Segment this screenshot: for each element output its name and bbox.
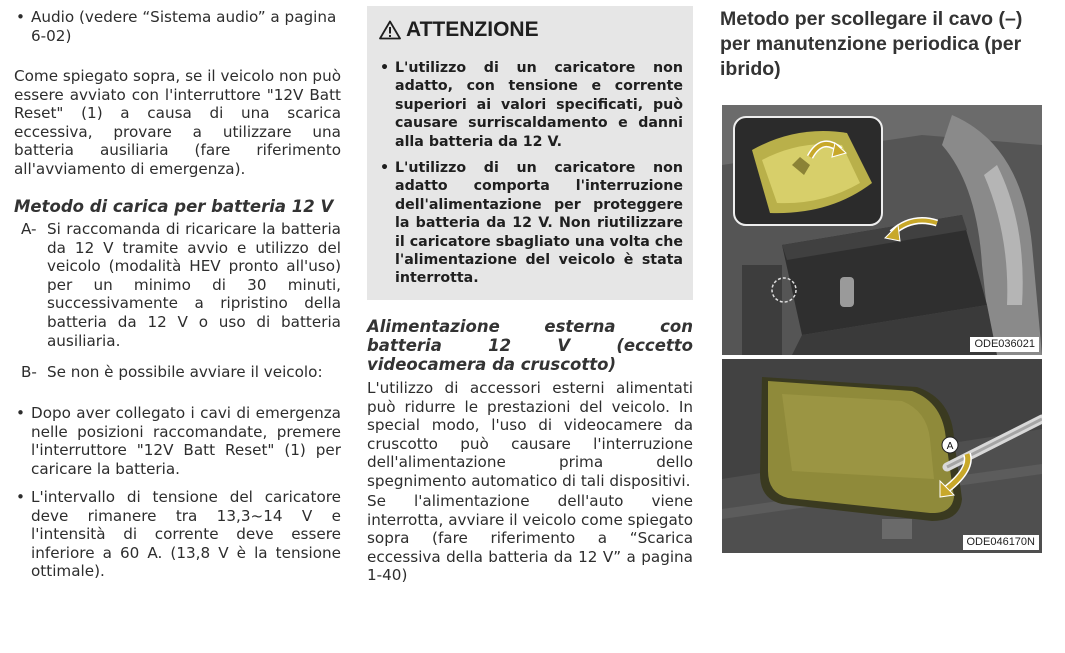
trunk-panel-illustration [722,359,1042,553]
heading-disconnect-cable: Metodo per scollegare il cavo (–) per manutenzione periodica (per ibrido) [720,8,1023,80]
intro-paragraph: Come spiegato sopra, se il veicolo non può essere avviato con l'interruttore "12V Batt Reset" (1) a causa di una scarica eccessiva, provare a utilizzare una batteria ausiliaria (fare riferimento all'avviamento di emergenza). [14,67,341,178]
warning-item-1: • L'utilizzo di un caricatore non adatto, con tensione e corrente superiori ai valori specificati, può causare surriscaldamento e danni alla batteria da 12 V. [379,59,683,151]
item-a-label: A- [21,220,37,238]
warning-title-text: ATTENZIONE [406,18,539,41]
figure-2-callout: A [946,441,954,452]
figure-2-code: ODE046170N [963,535,1040,550]
external-power-paragraph-2: Se l'alimentazione dell'auto viene interrotta, avviare il veicolo come spiegato sopra (fare riferimento a “Scarica eccessiva della batteria da 12 V” a pagina 1-40) [367,492,693,585]
warning-title [379,18,683,42]
bullet-audio: • Audio (vedere “Sistema audio” a pagina 6-02) [14,8,341,45]
item-b [14,363,341,382]
figure-trunk-panel [722,359,1042,553]
item-b-label: B- [21,363,37,381]
heading-charging-method: Metodo di carica per batteria 12 V [14,197,334,216]
figure-1-code: ODE036021 [970,337,1039,352]
warning-triangle-icon [379,20,401,40]
external-power-paragraph-1: L'utilizzo di accessori esterni alimentati può ridurre le prestazioni del veicolo. In special modo, l'uso di videocamere da cruscotto può causare l'interruzione dell'alimentazione prima dello spegnimento automatico di tali dispositivi. [367,379,693,490]
item-b-text: Se non è possibile avviare il veicolo: [47,363,323,381]
item-a [14,220,341,350]
warning-item-2: • L'utilizzo di un caricatore non adatto comporta l'interruzione dell'alimentazione per proteggere la batteria da 12 V. Non riutilizzare il caricatore sbagliato una volta che l'alimentazione del veicolo è stata interrotta. [379,159,683,288]
heading-external-power: Alimentazione esterna con batteria 12 V (eccetto videocamera da cruscotto) [367,317,693,374]
figure-rear-seat [722,105,1042,355]
warning-box [367,6,693,300]
item-a-text: Si raccomanda di ricaricare la batteria da 12 V tramite avvio e utilizzo del veicolo (modalità HEV pronto all'uso) per un minimo di 30 minuti, successivamente a ripristino della batteria da 12 V o uso di batteria ausiliaria. [47,220,341,350]
rear-seat-illustration [722,105,1042,355]
bullet-voltage-range: • L'intervallo di tensione del caricatore deve rimanere tra 13,3~14 V e l'intensità di corrente deve essere inferiore a 60 A. (13,8 V è la tensione ottimale). [14,488,341,581]
bullet-jumper-cables: • Dopo aver collegato i cavi di emergenza nelle posizioni raccomandate, premere l'interruttore "12V Batt Reset" (1) per caricare la batteria. [14,404,341,478]
